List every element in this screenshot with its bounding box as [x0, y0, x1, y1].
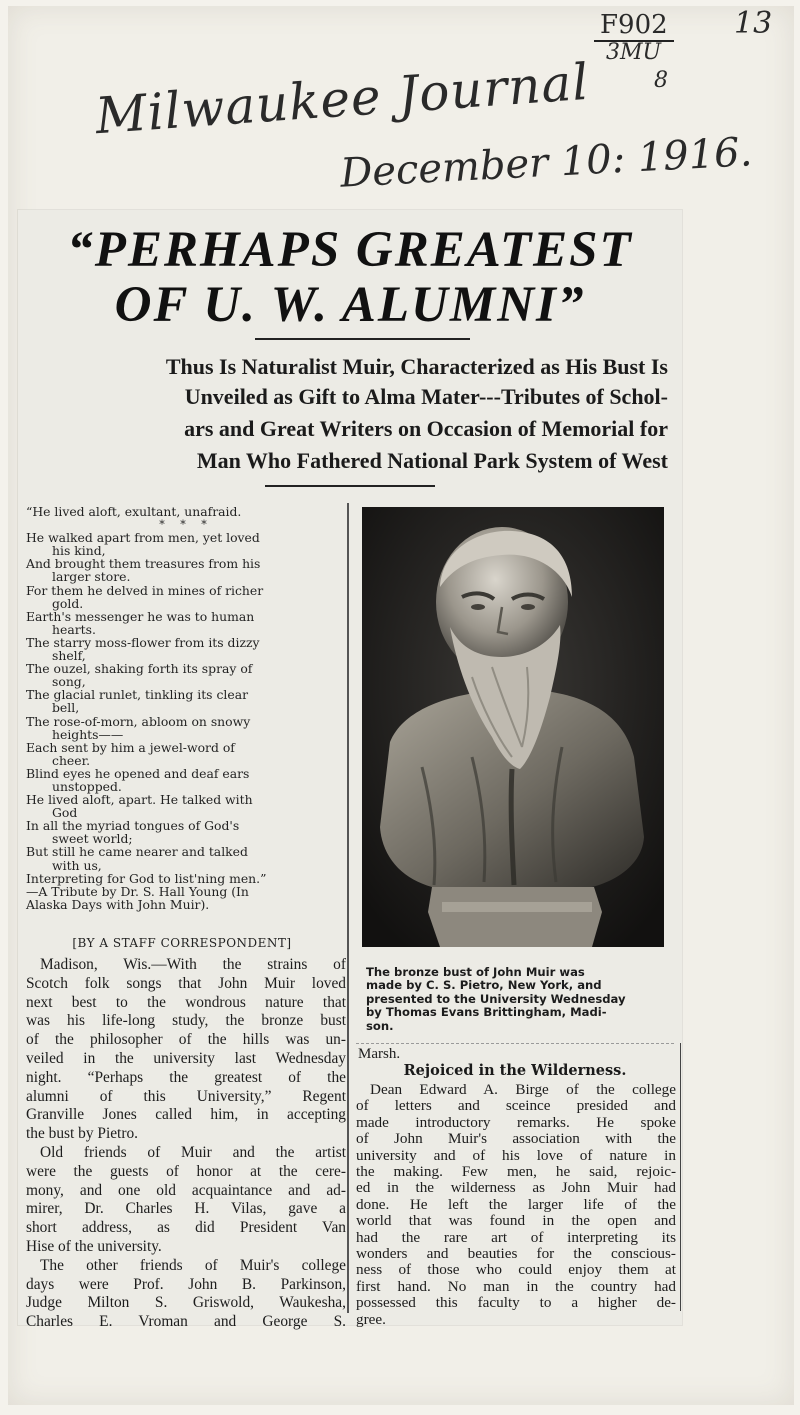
body-line: of the philosopher of the hills was un-	[26, 1031, 346, 1049]
body-line: night. “Perhaps the greatest of the	[26, 1068, 346, 1086]
body-line: had the rare art of interpreting its	[356, 1228, 676, 1246]
poem-line: shelf,	[52, 648, 86, 664]
article-body-left	[26, 956, 346, 1332]
deck-line-2: Unveiled as Gift to Alma Mater---Tributes of Schol-	[184, 384, 668, 409]
article-body-right-continuation: Marsh.	[358, 1046, 401, 1062]
deck-line-1: Thus Is Naturalist Muir, Characterized as His Bust Is	[165, 354, 668, 379]
body-line: mirer, Dr. Charles H. Vilas, gave a	[26, 1200, 346, 1218]
caption-line: made by C. S. Pietro, New York, and	[366, 978, 602, 993]
body-line: Hise of the university.	[26, 1237, 162, 1255]
poem-line: The rose-of-morn, abloom on snowy	[26, 713, 251, 729]
caption-line: presented to the University Wednesday	[366, 991, 626, 1006]
body-line: of John Muir's association with the	[356, 1130, 676, 1148]
handwritten-catalog-code-1: F902	[594, 10, 674, 42]
byline: [BY A STAFF CORRESPONDENT]	[72, 936, 292, 950]
caption-line: The bronze bust of John Muir was	[366, 965, 585, 979]
poem-line: larger store.	[52, 569, 131, 585]
poem-line: * * *	[159, 518, 213, 532]
body-line: Madison, Wis.—With the strains of	[40, 956, 346, 973]
poem-line: “He lived aloft, exultant, unafraid.	[26, 504, 242, 519]
body-line: short address, as did President Van	[26, 1219, 346, 1237]
body-line: made introductory remarks. He spoke	[356, 1113, 676, 1131]
body-line: Charles E. Vroman and George S.	[26, 1313, 346, 1331]
headline-line-1: “PERHAPS GREATEST	[67, 222, 633, 278]
body-line: next best to the wondrous nature that	[26, 993, 346, 1011]
body-line: Scotch folk songs that John Muir loved	[26, 974, 346, 992]
deck-line-4: Man Who Fathered National Park System of West	[196, 448, 668, 473]
body-line: the making. Few men, he said, rejoic-	[356, 1163, 676, 1181]
photo-caption	[366, 966, 668, 1033]
poem-line: He lived aloft, apart. He talked with	[26, 792, 253, 808]
poem-line: The starry moss-flower from its dizzy	[26, 634, 260, 650]
bust-image	[362, 507, 664, 947]
body-line: ed in the wilderness as John Muir had	[356, 1179, 676, 1197]
poem-line: heights——	[52, 726, 124, 742]
body-line: first hand. No man in the country had	[356, 1277, 676, 1295]
subhead-rejoiced: Rejoiced in the Wilderness.	[403, 1062, 627, 1079]
poem-line: He walked apart from men, yet loved	[26, 530, 260, 546]
body-line: days were Prof. John B. Parkinson,	[26, 1275, 346, 1293]
body-line: gree.	[356, 1310, 386, 1328]
poem-line: And brought them treasures from his	[26, 556, 261, 572]
body-line: mony, and one old acquaintance and ad-	[26, 1181, 346, 1199]
poem-line: The glacial runlet, tinkling its clear	[26, 687, 249, 703]
poem-line: his kind,	[52, 543, 106, 559]
headline-line-2: OF U. W. ALUMNI”	[114, 277, 586, 333]
poem-line: with us,	[52, 857, 102, 873]
poem-line: song,	[52, 674, 86, 690]
deck-line-3: ars and Great Writers on Occasion of Memorial for	[184, 416, 668, 441]
body-line: Granville Jones called him, in accepting	[26, 1106, 346, 1124]
handwritten-publication: Milwaukee Journal	[93, 52, 592, 146]
article-body-right	[356, 1082, 676, 1328]
poem-line: hearts.	[52, 621, 96, 637]
body-line: Judge Milton S. Griswold, Waukesha,	[26, 1294, 346, 1312]
body-line: done. He left the larger life of the	[356, 1195, 676, 1213]
poem-line: Alaska Days with John Muir).	[26, 896, 210, 912]
handwritten-date: December 10: 1916.	[339, 129, 754, 197]
handwritten-catalog-code-2: 3MU	[606, 40, 662, 65]
caption-divider	[356, 1043, 674, 1045]
poem-line: For them he delved in mines of richer	[26, 582, 264, 598]
body-line: ness of those who could enjoy them at	[356, 1261, 676, 1279]
body-line: the bust by Pietro.	[26, 1125, 139, 1143]
caption-line: by Thomas Evans Brittingham, Madi-	[366, 1005, 607, 1020]
body-line: Dean Edward A. Birge of the college	[370, 1081, 676, 1098]
caption-line: son.	[366, 1018, 394, 1033]
body-line: university and of his love of nature in	[356, 1146, 676, 1164]
deck-rule	[265, 485, 435, 487]
body-line: The other friends of Muir's college	[40, 1256, 346, 1274]
poem-line: gold.	[52, 595, 84, 611]
poem-line: sweet world;	[52, 831, 133, 847]
poem-line: cheer.	[52, 752, 91, 768]
poem-line: Earth's messenger he was to human	[26, 608, 255, 624]
body-line: world that was found in the open and	[356, 1212, 676, 1230]
poem-line: In all the myriad tongues of God's	[26, 818, 240, 834]
body-line: alumni of this University,” Regent	[26, 1087, 346, 1105]
body-line: were the guests of honor at the cere-	[26, 1162, 346, 1180]
poem-line: —A Tribute by Dr. S. Hall Young (In	[26, 883, 249, 899]
body-line: Old friends of Muir and the artist	[40, 1143, 346, 1161]
right-column-border	[680, 1043, 681, 1311]
column-divider	[347, 503, 349, 1313]
poem-line: Each sent by him a jewel-word of	[26, 739, 235, 755]
poem-line: Blind eyes he opened and deaf ears	[26, 765, 250, 781]
poem-line: But still he came nearer and talked	[26, 844, 248, 860]
poem-line: God	[52, 805, 78, 821]
body-line: was his life-long study, the bronze bust	[26, 1012, 346, 1030]
bust-photo	[362, 507, 664, 947]
handwritten-catalog-code-3: 8	[654, 68, 668, 93]
body-line: possessed this faculty to a higher de-	[356, 1294, 676, 1312]
body-line: veiled in the university last Wednesday	[26, 1049, 346, 1067]
headline-rule	[255, 338, 470, 340]
body-line: of letters and sceince presided and	[356, 1097, 676, 1115]
poem-line: bell,	[52, 700, 80, 716]
poem-line: The ouzel, shaking forth its spray of	[26, 661, 253, 677]
handwritten-page-number: 13	[734, 6, 773, 41]
poem-line: Interpreting for God to list'ning men.”	[26, 870, 267, 886]
poem-tribute	[26, 505, 346, 911]
body-line: wonders and beauties for the conscious-	[356, 1245, 676, 1263]
poem-line: unstopped.	[52, 778, 122, 794]
